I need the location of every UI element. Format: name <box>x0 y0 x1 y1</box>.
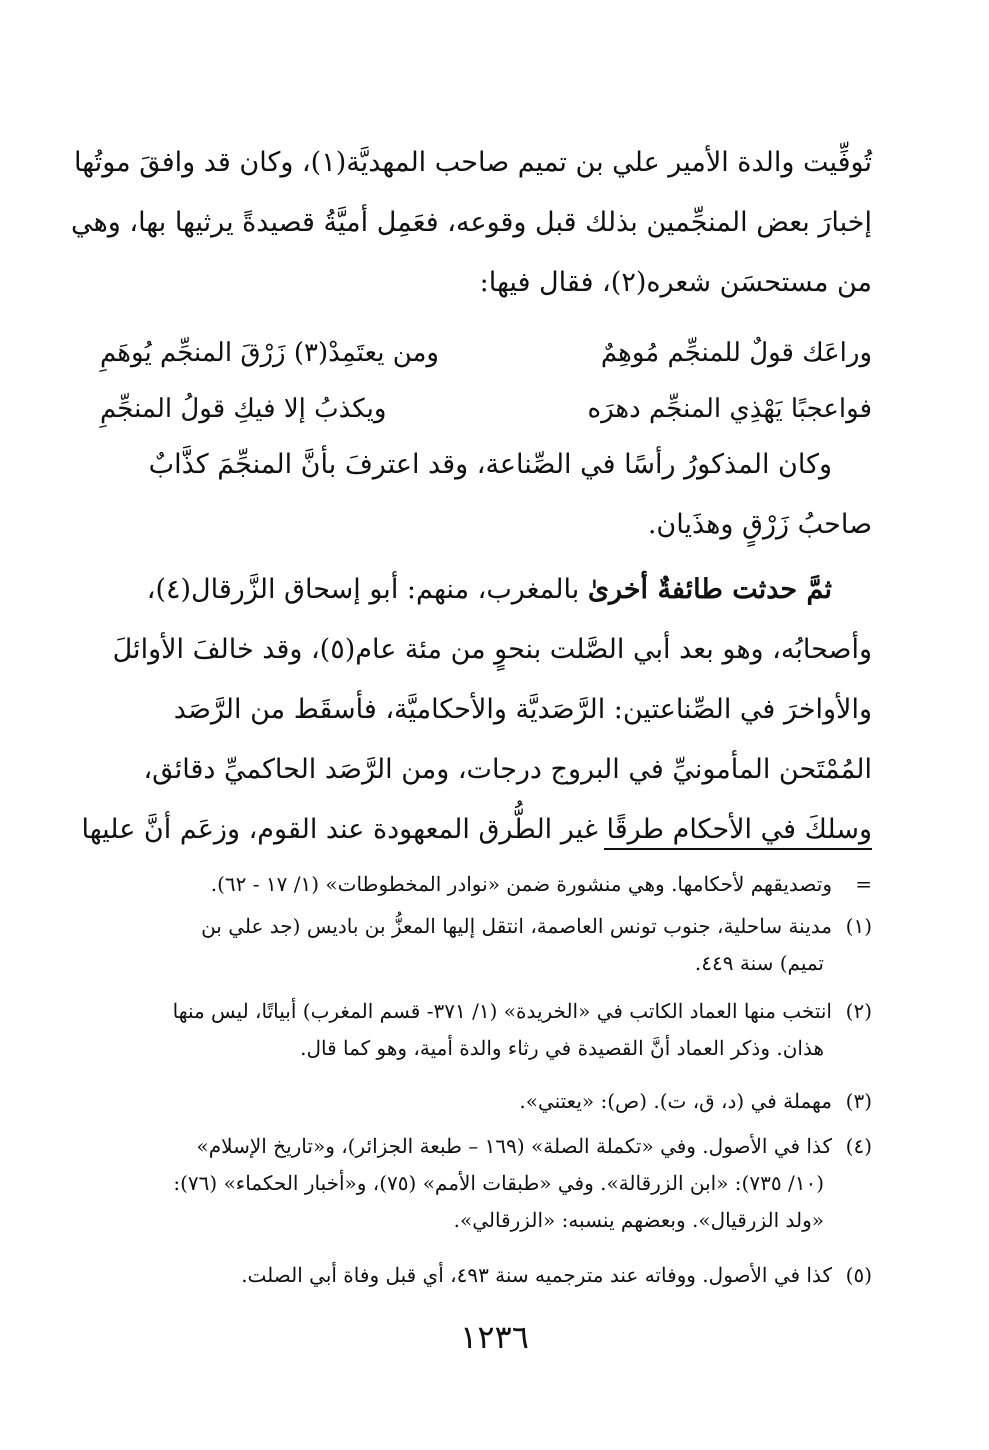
verse-hemistich-right: وراعَك قولٌ للمنجِّم مُوهِمٌ <box>600 338 872 368</box>
footnote-marker: (٣) <box>845 1089 872 1113</box>
footnote-marker: (٢) <box>845 999 872 1023</box>
text-line: تُوفِّيت والدة الأمير علي بن تميم صاحب المهديَّة(١)، وكان قد وافقَ موتُها <box>74 147 872 178</box>
text-line: وأصحابُه، وهو بعد أبي الصَّلت بنحوٍ من مئة عام(٥)، وقد خالفَ الأوائلَ <box>112 634 872 665</box>
footnote-separator <box>604 848 872 850</box>
bold-lead-phrase: ثمَّ حدثت طائفةٌ أخرىٰ <box>587 574 832 605</box>
footnote-marker: (١) <box>845 914 872 938</box>
footnote <box>100 908 872 982</box>
footnote <box>100 1257 872 1294</box>
text-line: إخبارَ بعض المنجِّمين بذلك قبل وقوعه، فعَمِل أميَّةُ قصيدةً يرثيها بها، وهي <box>70 207 872 238</box>
footnote <box>100 993 872 1067</box>
footnote-text: مدينة ساحلية، جنوب تونس العاصمة، انتقل إليها المعزُّ بن باديس (جد علي بن <box>201 914 832 938</box>
text-line <box>100 560 872 620</box>
main-paragraph-2 <box>100 435 872 555</box>
main-paragraph-1 <box>70 133 872 313</box>
footnote-text: انتخب منها العماد الكاتب في «الخريدة» (١/ ٣٧١- قسم المغرب) أبياتًا، ليس منها <box>172 999 832 1023</box>
text-line: من مستحسَن شعره(٢)، فقال فيها: <box>479 267 872 298</box>
footnote <box>100 1128 872 1239</box>
footnote-text: مهملة في (د، ق، ت). (ص): «يعتني». <box>519 1089 832 1113</box>
verse-line <box>100 381 872 437</box>
text-line: وكان المذكورُ رأسًا في الصِّناعة، وقد اعترفَ بأنَّ المنجِّمَ كذَّابٌ <box>148 449 832 480</box>
verse-hemistich-left: ويكذبُ إلا فيكِ قولُ المنجِّمِ <box>100 394 387 424</box>
text-line: والأواخرَ في الصِّناعتين: الرَّصَديَّة والأحكاميَّة، فأسقَط من الرَّصَد <box>173 694 872 725</box>
footnote-text: كذا في الأصول. وفي «تكملة الصلة» (١٦٩ – طبعة الجزائر)، و«تاريخ الإسلام» <box>196 1134 832 1158</box>
poem-verses <box>100 325 872 437</box>
footnote-marker: (٤) <box>845 1134 872 1158</box>
footnote-marker: (٥) <box>845 1263 872 1287</box>
verse-hemistich-left: ومن يعتَمِدْ(٣) زَرْقَ المنجِّم يُوهَمِ <box>100 338 439 368</box>
footnote-text: كذا في الأصول. ووفاته عند مترجميه سنة ٤٩٣، أي قبل وفاة أبي الصلت. <box>241 1263 832 1287</box>
verse-hemistich-right: فواعجبًا يَهْذِي المنجِّم دهرَه <box>587 394 872 424</box>
text-line: صاحبُ زَرْقٍ وهذَيان. <box>647 509 872 540</box>
footnote <box>100 866 872 903</box>
footnote-text: «ولد الزرقيال». وبعضهم ينسبه: «الزرقالي». <box>453 1208 824 1232</box>
main-paragraph-3 <box>81 560 872 860</box>
footnote-marker: = <box>855 872 872 896</box>
footnote-text: وتصديقهم لأحكامها. وهي منشورة ضمن «نوادر المخطوطات» (١/ ١٧ - ٦٢). <box>210 872 832 896</box>
verse-line <box>100 325 872 381</box>
footnote-text: تميم) سنة ٤٤٩. <box>694 951 824 975</box>
text-line: المُمْتَحن المأمونيِّ في البروج درجات، ومن الرَّصَد الحاكميِّ دقائق، <box>143 754 872 785</box>
footnote <box>100 1083 872 1120</box>
footnote-text: هذان. وذكر العماد أنَّ القصيدة في رثاء والدة أمية، وهو كما قال. <box>300 1036 824 1060</box>
text-line: وسلكَ في الأحكام طرقًا غير الطُّرق المعهودة عند القوم، وزعَم أنَّ عليها <box>81 814 872 845</box>
text-run: بالمغرب، منهم: أبو إسحاق الزَّرقال(٤)، <box>146 574 588 605</box>
footnote-text: (١٠/ ٧٣٥): «ابن الزرقالة». وفي «طبقات الأمم» (٧٥)، و«أخبار الحكماء» (٧٦): <box>173 1171 824 1195</box>
page-number: ١٢٣٦ <box>460 1318 529 1356</box>
